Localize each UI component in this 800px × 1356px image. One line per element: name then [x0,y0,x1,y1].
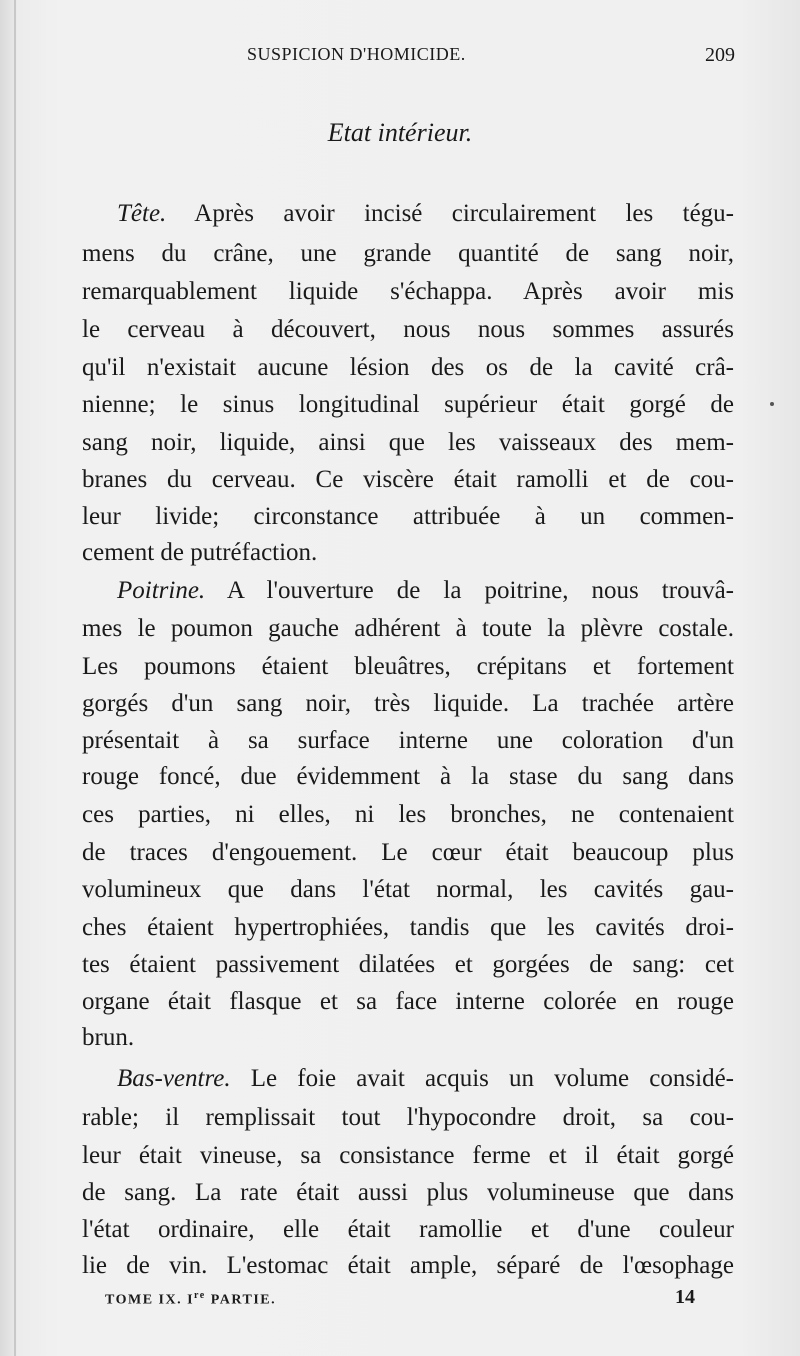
text-line: rouge foncé, due évidemment à la stase du sang dans [82,763,734,790]
text-line: présentait à sa surface interne une coloration d'un [82,727,734,754]
text-line: ces parties, ni elles, ni les bronches, ne contenaient [82,801,734,828]
text-line: leur livide; circonstance attribuée à un commen- [82,503,734,530]
text-line: ches étaient hypertrophiées, tandis que les cavités droi- [82,914,734,941]
text-line: qu'il n'existait aucune lésion des os de la cavité crâ- [82,354,734,381]
text-line: lie de vin. L'estomac était ample, séparé de l'œsophage [82,1252,734,1279]
text-line: branes du cerveau. Ce viscère était ramolli et de cou- [82,466,734,493]
text-line: de sang. La rate était aussi plus volumineuse que dans [82,1179,734,1206]
page-binding-edge [14,0,16,1356]
text-line: Bas-ventre. Le foie avait acquis un volume considé- [117,1065,734,1092]
text-line: gorgés d'un sang noir, très liquide. La trachée artère [82,690,734,717]
text-line: volumineux que dans l'état normal, les cavités gau- [82,876,734,903]
text-line: le cerveau à découvert, nous nous sommes assurés [82,316,734,343]
running-head: SUSPICION D'HOMICIDE. [247,44,466,64]
text-line: leur était vineuse, sa consistance ferme et il était gorgé [82,1142,734,1169]
section-label-bas-ventre: Bas-ventre. [117,1065,231,1092]
page-footer [105,1286,695,1314]
section-label-poitrine: Poitrine. [117,577,206,604]
text-line: sang noir, liquide, ainsi que les vaisseaux des mem- [82,429,734,456]
print-speck [770,402,774,406]
text-line: mens du crâne, une grande quantité de sang noir, [82,240,734,267]
text-line: Les poumons étaient bleuâtres, crépitans et fortement [82,653,734,680]
section-label-tete: Tête. [117,200,167,227]
text-line: l'état ordinaire, elle était ramollie et d'une couleur [82,1216,734,1243]
page-number: 209 [705,44,735,66]
text-line: remarquablement liquide s'échappa. Après avoir mis [82,278,734,305]
signature-mark: TOME IX. Ire PARTIE. [105,1290,277,1308]
text-line: rable; il remplissait tout l'hypocondre droit, sa cou- [82,1104,734,1131]
text-line: organe était flasque et sa face interne colorée en rouge [82,988,734,1015]
text-line: mes le poumon gauche adhérent à toute la plèvre costale. [82,615,734,642]
text-line: cement de putréfaction. [82,539,318,566]
text-line: brun. [82,1024,135,1051]
text-line: de traces d'engouement. Le cœur était beaucoup plus [82,839,734,866]
text-line: tes étaient passivement dilatées et gorgées de sang: cet [82,951,734,978]
text-line: Tête. Après avoir incisé circulairement les tégu- [117,200,734,227]
text-line: nienne; le sinus longitudinal supérieur était gorgé de [82,391,734,418]
section-title: Etat intérieur. [327,118,473,147]
page-header [80,44,735,74]
text-line: Poitrine. A l'ouverture de la poitrine, nous trouvâ- [117,577,734,604]
sheet-number: 14 [675,1286,695,1308]
